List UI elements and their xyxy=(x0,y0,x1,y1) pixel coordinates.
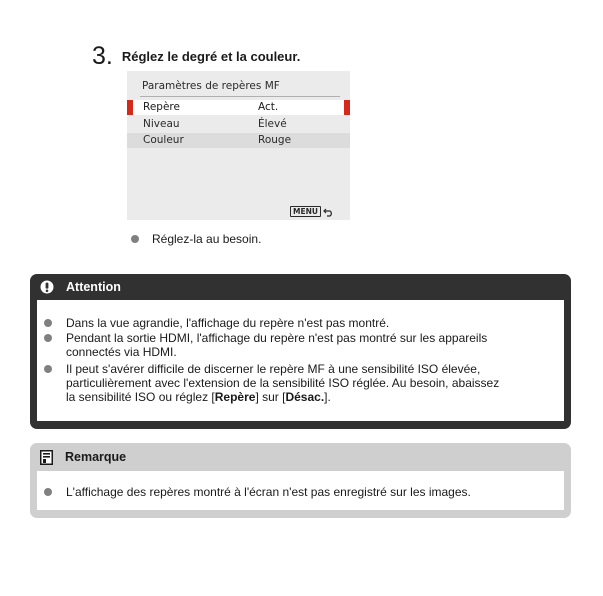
attention-header xyxy=(30,274,571,299)
tip-text: Réglez-la au besoin. xyxy=(152,232,262,246)
attention-body xyxy=(37,300,564,421)
bullet-dot xyxy=(44,488,52,496)
return-arrow-icon xyxy=(323,202,334,221)
text-line: Pendant la sortie HDMI, l'affichage du repère n'est pas montré sur les appareils xyxy=(66,331,488,345)
bullet-dot xyxy=(131,235,139,243)
list-item-text: L'affichage des repères montré à l'écran n'est pas enregistré sur les images. xyxy=(66,485,471,499)
step-number-dot: . xyxy=(105,42,113,70)
list-item xyxy=(44,316,554,330)
attention-box xyxy=(30,274,571,429)
remarque-box xyxy=(30,443,571,518)
text-line: la sensibilité ISO ou réglez [ xyxy=(66,390,215,404)
menu-badge: MENU xyxy=(290,206,321,217)
menu-row-label: Couleur xyxy=(143,134,184,146)
menu-row-value: Act. xyxy=(258,101,279,113)
step-number: 3 xyxy=(92,42,106,70)
remarque-body xyxy=(37,471,564,510)
warning-icon xyxy=(40,280,54,294)
bold-term: Désac. xyxy=(285,390,325,404)
remarque-title: Remarque xyxy=(65,450,127,464)
menu-row-label: Repère xyxy=(143,101,180,113)
menu-row-label: Niveau xyxy=(143,118,180,130)
text-fragment: ]. xyxy=(324,390,331,404)
list-item xyxy=(44,362,554,404)
menu-row-highlight xyxy=(133,100,344,115)
menu-row-repere[interactable] xyxy=(127,100,350,115)
menu-row-niveau[interactable] xyxy=(127,117,350,132)
bullet-dot xyxy=(44,334,52,342)
screen-title: Paramètres de repères MF xyxy=(142,80,280,92)
tip-bullet xyxy=(131,232,261,246)
step-title: Réglez le degré et la couleur. xyxy=(121,49,301,64)
screen-divider xyxy=(140,96,340,97)
text-line: Il peut s'avérer difficile de discerner le repère MF à une sensibilité ISO élevée, xyxy=(66,362,481,376)
camera-menu-screen xyxy=(127,71,350,220)
list-item xyxy=(44,331,554,359)
bullet-dot xyxy=(44,365,52,373)
menu-row-value: Rouge xyxy=(258,134,292,146)
bullet-dot xyxy=(44,319,52,327)
text-fragment: ] sur [ xyxy=(255,390,286,404)
list-item-text: Dans la vue agrandie, l'affichage du repère n'est pas montré. xyxy=(66,316,390,330)
memo-icon xyxy=(40,450,53,465)
menu-row-couleur[interactable] xyxy=(127,133,350,148)
text-line: particulièrement avec l'extension de la sensibilité ISO réglée. Au besoin, abaissez xyxy=(66,376,500,390)
menu-row-value: Élevé xyxy=(258,118,287,130)
text-line: connectés via HDMI. xyxy=(66,345,177,359)
menu-back-button[interactable] xyxy=(290,202,334,221)
list-item-text xyxy=(66,362,499,404)
bold-term: Repère xyxy=(214,390,256,404)
remarque-header xyxy=(30,443,571,471)
list-item-text xyxy=(66,331,487,359)
list-item xyxy=(44,485,554,499)
step-heading xyxy=(92,42,300,70)
attention-title: Attention xyxy=(66,279,121,294)
